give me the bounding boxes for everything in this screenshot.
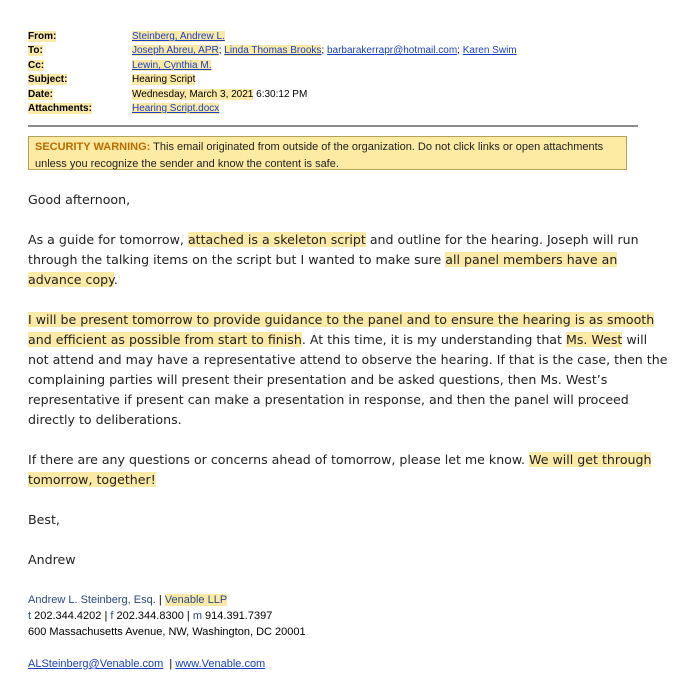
signature-separator: | (155, 594, 165, 606)
to-separator: ; (321, 45, 327, 57)
p1-text: through the talking items on the script but I wanted to make sure (28, 252, 446, 267)
date-row (28, 88, 638, 102)
signature-name-row (28, 592, 648, 608)
p2-highlight: and efficient as possible from start to finish (28, 332, 302, 347)
phone-m: 914.391.7397 (201, 610, 273, 622)
p1-text: . (113, 272, 118, 287)
to-link-karen[interactable]: Karen Swim (462, 45, 517, 57)
from-link[interactable]: Steinberg, Andrew L. (132, 31, 225, 42)
closing: Best, (28, 512, 60, 527)
date-label: Date: (28, 88, 54, 100)
greeting: Good afternoon, (28, 192, 131, 207)
paragraph-1 (28, 230, 640, 290)
security-warning-banner (28, 136, 627, 170)
signature-links-row (28, 656, 648, 672)
subject-label: Subject: (28, 74, 68, 86)
signature-phone-row (28, 608, 648, 624)
signature-website-link[interactable]: www.Venable.com (175, 658, 266, 670)
time-value: 6:30:12 PM (253, 88, 308, 100)
p2-text: representative if present can make a presentation in response, and then the panel will proceed (28, 392, 629, 407)
p2-text: complaining parties will present their presentation and be asked questions, then Ms. West’s (28, 372, 608, 387)
phone-f: 202.344.8300 (113, 610, 184, 622)
signature-separator: | (183, 610, 193, 622)
signature-firm: Venable LLP (164, 594, 228, 606)
date-value: Wednesday, March 3, 2021 (132, 88, 254, 100)
subject-row (28, 73, 638, 87)
sender-name: Andrew (28, 552, 76, 567)
signature-separator: | (101, 610, 111, 622)
to-row (28, 44, 638, 58)
attachment-link[interactable]: Hearing Script.docx (132, 102, 220, 114)
email-header (28, 30, 638, 116)
paragraph-3 (28, 450, 652, 490)
phone-m-prefix: m (192, 610, 202, 622)
warning-line-2: unless you recognize the sender and know the content is safe. (35, 158, 339, 170)
to-link-joseph[interactable]: Joseph Abreu, APR (132, 45, 219, 57)
warning-label: SECURITY WARNING: (35, 141, 151, 153)
p2-highlight: Ms. West (565, 332, 623, 347)
phone-t-prefix: t (28, 610, 32, 622)
to-separator: ; (218, 45, 225, 57)
warning-text-1: This email originated from outside of the organization. Do not click links or open attachments (150, 141, 604, 153)
cc-link[interactable]: Lewin, Cynthia M. (132, 59, 212, 71)
p3-highlight: We will get through (529, 452, 652, 467)
p1-text: As a guide for tomorrow, (28, 232, 188, 247)
p2-text: will (622, 332, 648, 347)
attachments-row (28, 102, 638, 116)
p2-highlight: I will be present tomorrow to provide guidance to the panel and to ensure the hearing is as smooth (28, 312, 655, 327)
signature-address: 600 Massachusetts Avenue, NW, Washington, DC 20001 (28, 626, 306, 638)
signature-email-link[interactable]: ALSteinberg@Venable.com (28, 658, 164, 670)
warning-line-1 (35, 139, 620, 156)
p2-text: not attend and may have a representative attend to observe the hearing. If that is the case, then the (28, 352, 668, 367)
p2-text: directly to deliberations. (28, 412, 182, 427)
cc-label: Cc: (28, 59, 45, 71)
p3-highlight: tomorrow, together! (28, 472, 156, 487)
paragraph-2 (28, 310, 668, 430)
attachments-label: Attachments: (28, 102, 92, 114)
from-row (28, 30, 638, 44)
subject-value: Hearing Script (132, 74, 196, 86)
p3-text: If there are any questions or concerns ahead of tomorrow, please let me know. (28, 452, 530, 467)
p1-highlight: attached is a skeleton script (187, 232, 366, 247)
cc-row (28, 59, 638, 73)
phone-f-prefix: f (110, 610, 114, 622)
to-link-barbara[interactable]: barbarakerrapr@hotmail.com (326, 45, 458, 57)
email-body (28, 190, 668, 590)
p1-highlight: all panel members have an (445, 252, 618, 267)
phone-t: 202.344.4202 (31, 610, 102, 622)
to-label: To: (28, 45, 43, 57)
p1-text: and outline for the hearing. Joseph will run (365, 232, 639, 247)
signature-separator: | (163, 658, 176, 670)
p2-text: . At this time, it is my understanding that (301, 332, 566, 347)
to-separator: ; (457, 45, 463, 57)
email-signature (28, 592, 648, 672)
header-divider (28, 125, 638, 127)
p1-highlight: advance copy (28, 272, 114, 287)
to-link-linda[interactable]: Linda Thomas Brooks (224, 45, 322, 57)
from-label: From: (28, 31, 57, 42)
signature-name: Andrew L. Steinberg, Esq. (28, 594, 156, 606)
